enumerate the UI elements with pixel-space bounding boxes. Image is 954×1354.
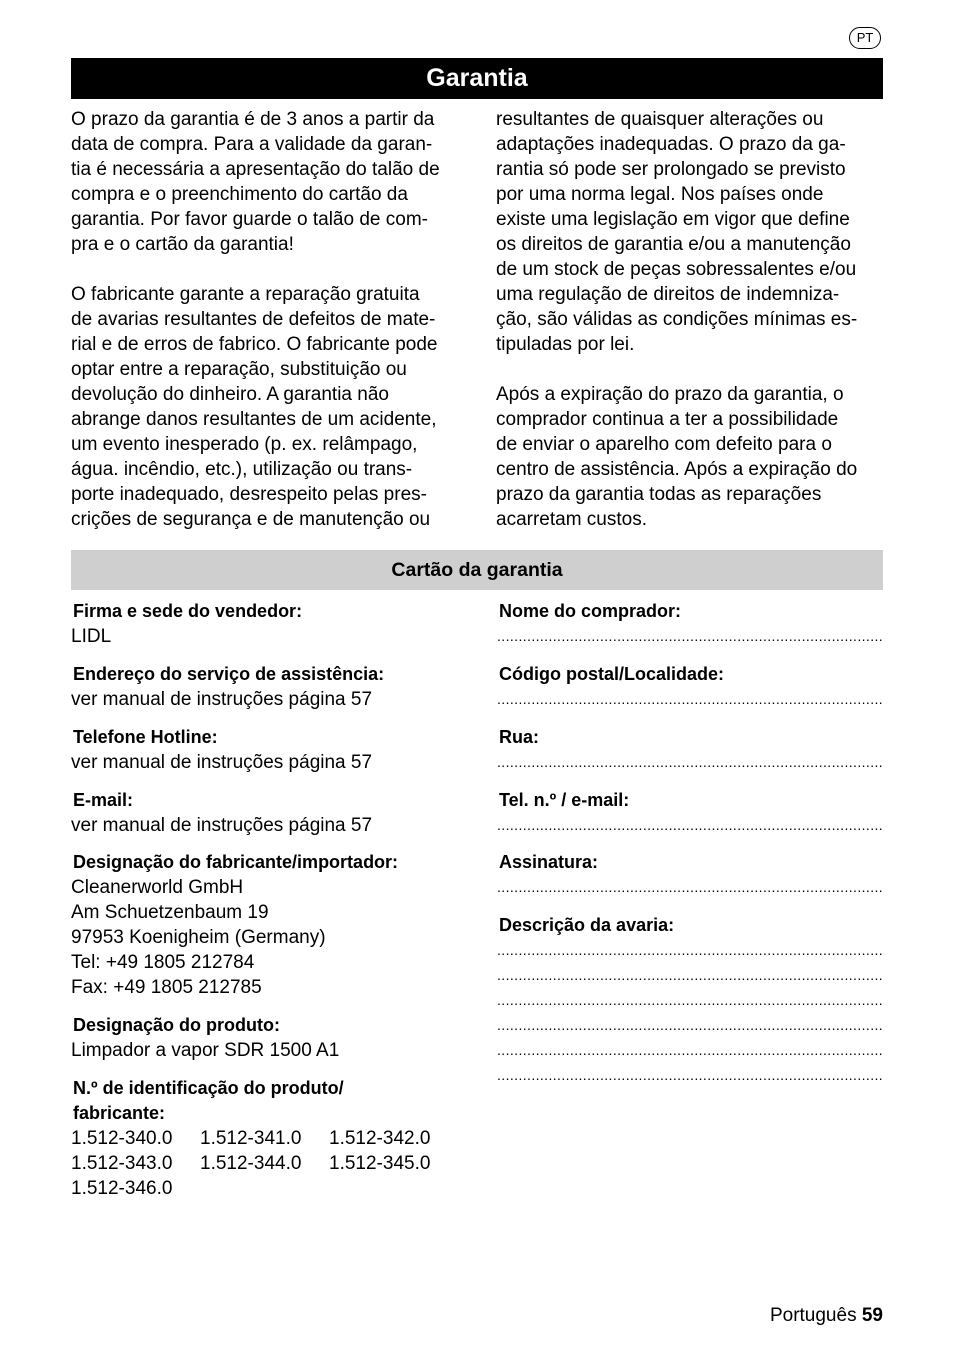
seller-label: Firma e sede do vendedor:: [73, 601, 303, 621]
seller-value: LIDL: [71, 626, 112, 647]
warranty-card-title: Cartão da garantia: [71, 550, 883, 590]
manufacturer-label: Designação do fabricante/importador:: [73, 852, 399, 872]
postal-field: [497, 662, 883, 712]
damage-line-4[interactable]: [497, 1013, 883, 1038]
right-column: [496, 107, 886, 557]
product-id-code: 1.512-344.0: [200, 1153, 302, 1174]
phone-email-line[interactable]: [497, 813, 883, 838]
page-footer: [770, 1303, 883, 1328]
street-field: [497, 725, 883, 775]
warranty-paragraph-1: O prazo da garantia é de 3 anos a partir da data de compra. Para a validade da garan- tia é necessária a apresentação do talão de compra e o preenchimento do cartão da garantia. Por favor guarde o talão de com- pra e o cartão da garantia!: [71, 109, 440, 255]
hotline-label: Telefone Hotline:: [73, 727, 218, 747]
product-id-field: [71, 1076, 471, 1201]
damage-field: [497, 913, 883, 1088]
product-id-code: 1.512-346.0: [71, 1178, 173, 1199]
damage-label: Descrição da avaria:: [499, 915, 675, 935]
phone-email-label: Tel. n.º / e-mail:: [499, 790, 630, 810]
seller-field: [71, 599, 471, 649]
hotline-value: ver manual de instruções página 57: [71, 752, 373, 773]
damage-line-1[interactable]: [497, 938, 883, 963]
signature-line[interactable]: [497, 875, 883, 900]
email-label: E-mail:: [73, 790, 134, 810]
product-id-code: 1.512-345.0: [329, 1153, 431, 1174]
warranty-paragraph-4: Após a expiração do prazo da garantia, o comprador continua a ter a possibilidade de enviar o aparelho com defeito para o centro de assistência. Após a expiração do prazo da garantia todas as reparações acarretam custos.: [496, 384, 858, 530]
service-label: Endereço do serviço de assistência:: [73, 664, 385, 684]
left-column: [71, 107, 466, 557]
postal-line[interactable]: [497, 687, 883, 712]
page-title: Garantia: [71, 58, 883, 99]
postal-label: Código postal/Localidade:: [499, 664, 725, 684]
manufacturer-field: [71, 850, 471, 1000]
hotline-field: [71, 725, 471, 775]
buyer-name-label: Nome do comprador:: [499, 601, 682, 621]
warranty-paragraph-3: resultantes de quaisquer alterações ou adaptações inadequadas. O prazo da ga- rantia só pode ser prolongado se previsto por uma norma legal. Nos países onde existe uma legislação em vigor que define os direitos de garantia e/ou a manutenção de um stock de peças sobressalentes e/ou uma regulação de direitos de indemniza- ção, são válidas as condições mínimas es- tipuladas por lei.: [496, 109, 858, 355]
manufacturer-value: Cleanerworld GmbH Am Schuetzenbaum 19 97953 Koenigheim (Germany) Tel: +49 1805 212784 Fax: +49 1805 212785: [71, 877, 326, 998]
service-field: [71, 662, 471, 712]
damage-line-3[interactable]: [497, 988, 883, 1013]
signature-label: Assinatura:: [499, 852, 599, 872]
damage-line-6[interactable]: [497, 1063, 883, 1088]
street-label: Rua:: [499, 727, 539, 747]
product-label: Designação do produto:: [73, 1015, 280, 1035]
damage-line-2[interactable]: [497, 963, 883, 988]
product-id-code: 1.512-341.0: [200, 1128, 302, 1149]
street-line[interactable]: [497, 750, 883, 775]
phone-email-field: [497, 788, 883, 838]
email-value: ver manual de instruções página 57: [71, 815, 373, 836]
product-id-code: 1.512-342.0: [329, 1128, 431, 1149]
product-field: [71, 1013, 471, 1063]
page-number: 59: [861, 1305, 883, 1326]
warranty-paragraph-2: O fabricante garante a reparação gratuita de avarias resultantes de defeitos de mate- rial e de erros de fabrico. O fabricante pode optar entre a reparação, substituição ou devolução do dinheiro. A garantia não abrange danos resultantes de um acidente, um evento inesperado (p. ex. relâmpago, água. incêndio, etc.), utilização ou trans- porte inadequado, desrespeito pelas pres- crições de segurança e de manutenção ou: [71, 284, 438, 530]
buyer-name-field: [497, 599, 883, 649]
service-value: ver manual de instruções página 57: [71, 689, 373, 710]
product-id-label: N.º de identificação do produto/ fabricante:: [73, 1078, 344, 1123]
product-id-code: 1.512-343.0: [71, 1153, 173, 1174]
email-field: [71, 788, 471, 838]
damage-line-5[interactable]: [497, 1038, 883, 1063]
language-badge: PT: [849, 27, 881, 49]
signature-field: [497, 850, 883, 900]
product-id-codes: [71, 1126, 471, 1201]
product-id-code: 1.512-340.0: [71, 1128, 173, 1149]
buyer-name-line[interactable]: [497, 624, 883, 649]
footer-language: Português: [769, 1305, 857, 1326]
product-value: Limpador a vapor SDR 1500 A1: [71, 1040, 340, 1061]
